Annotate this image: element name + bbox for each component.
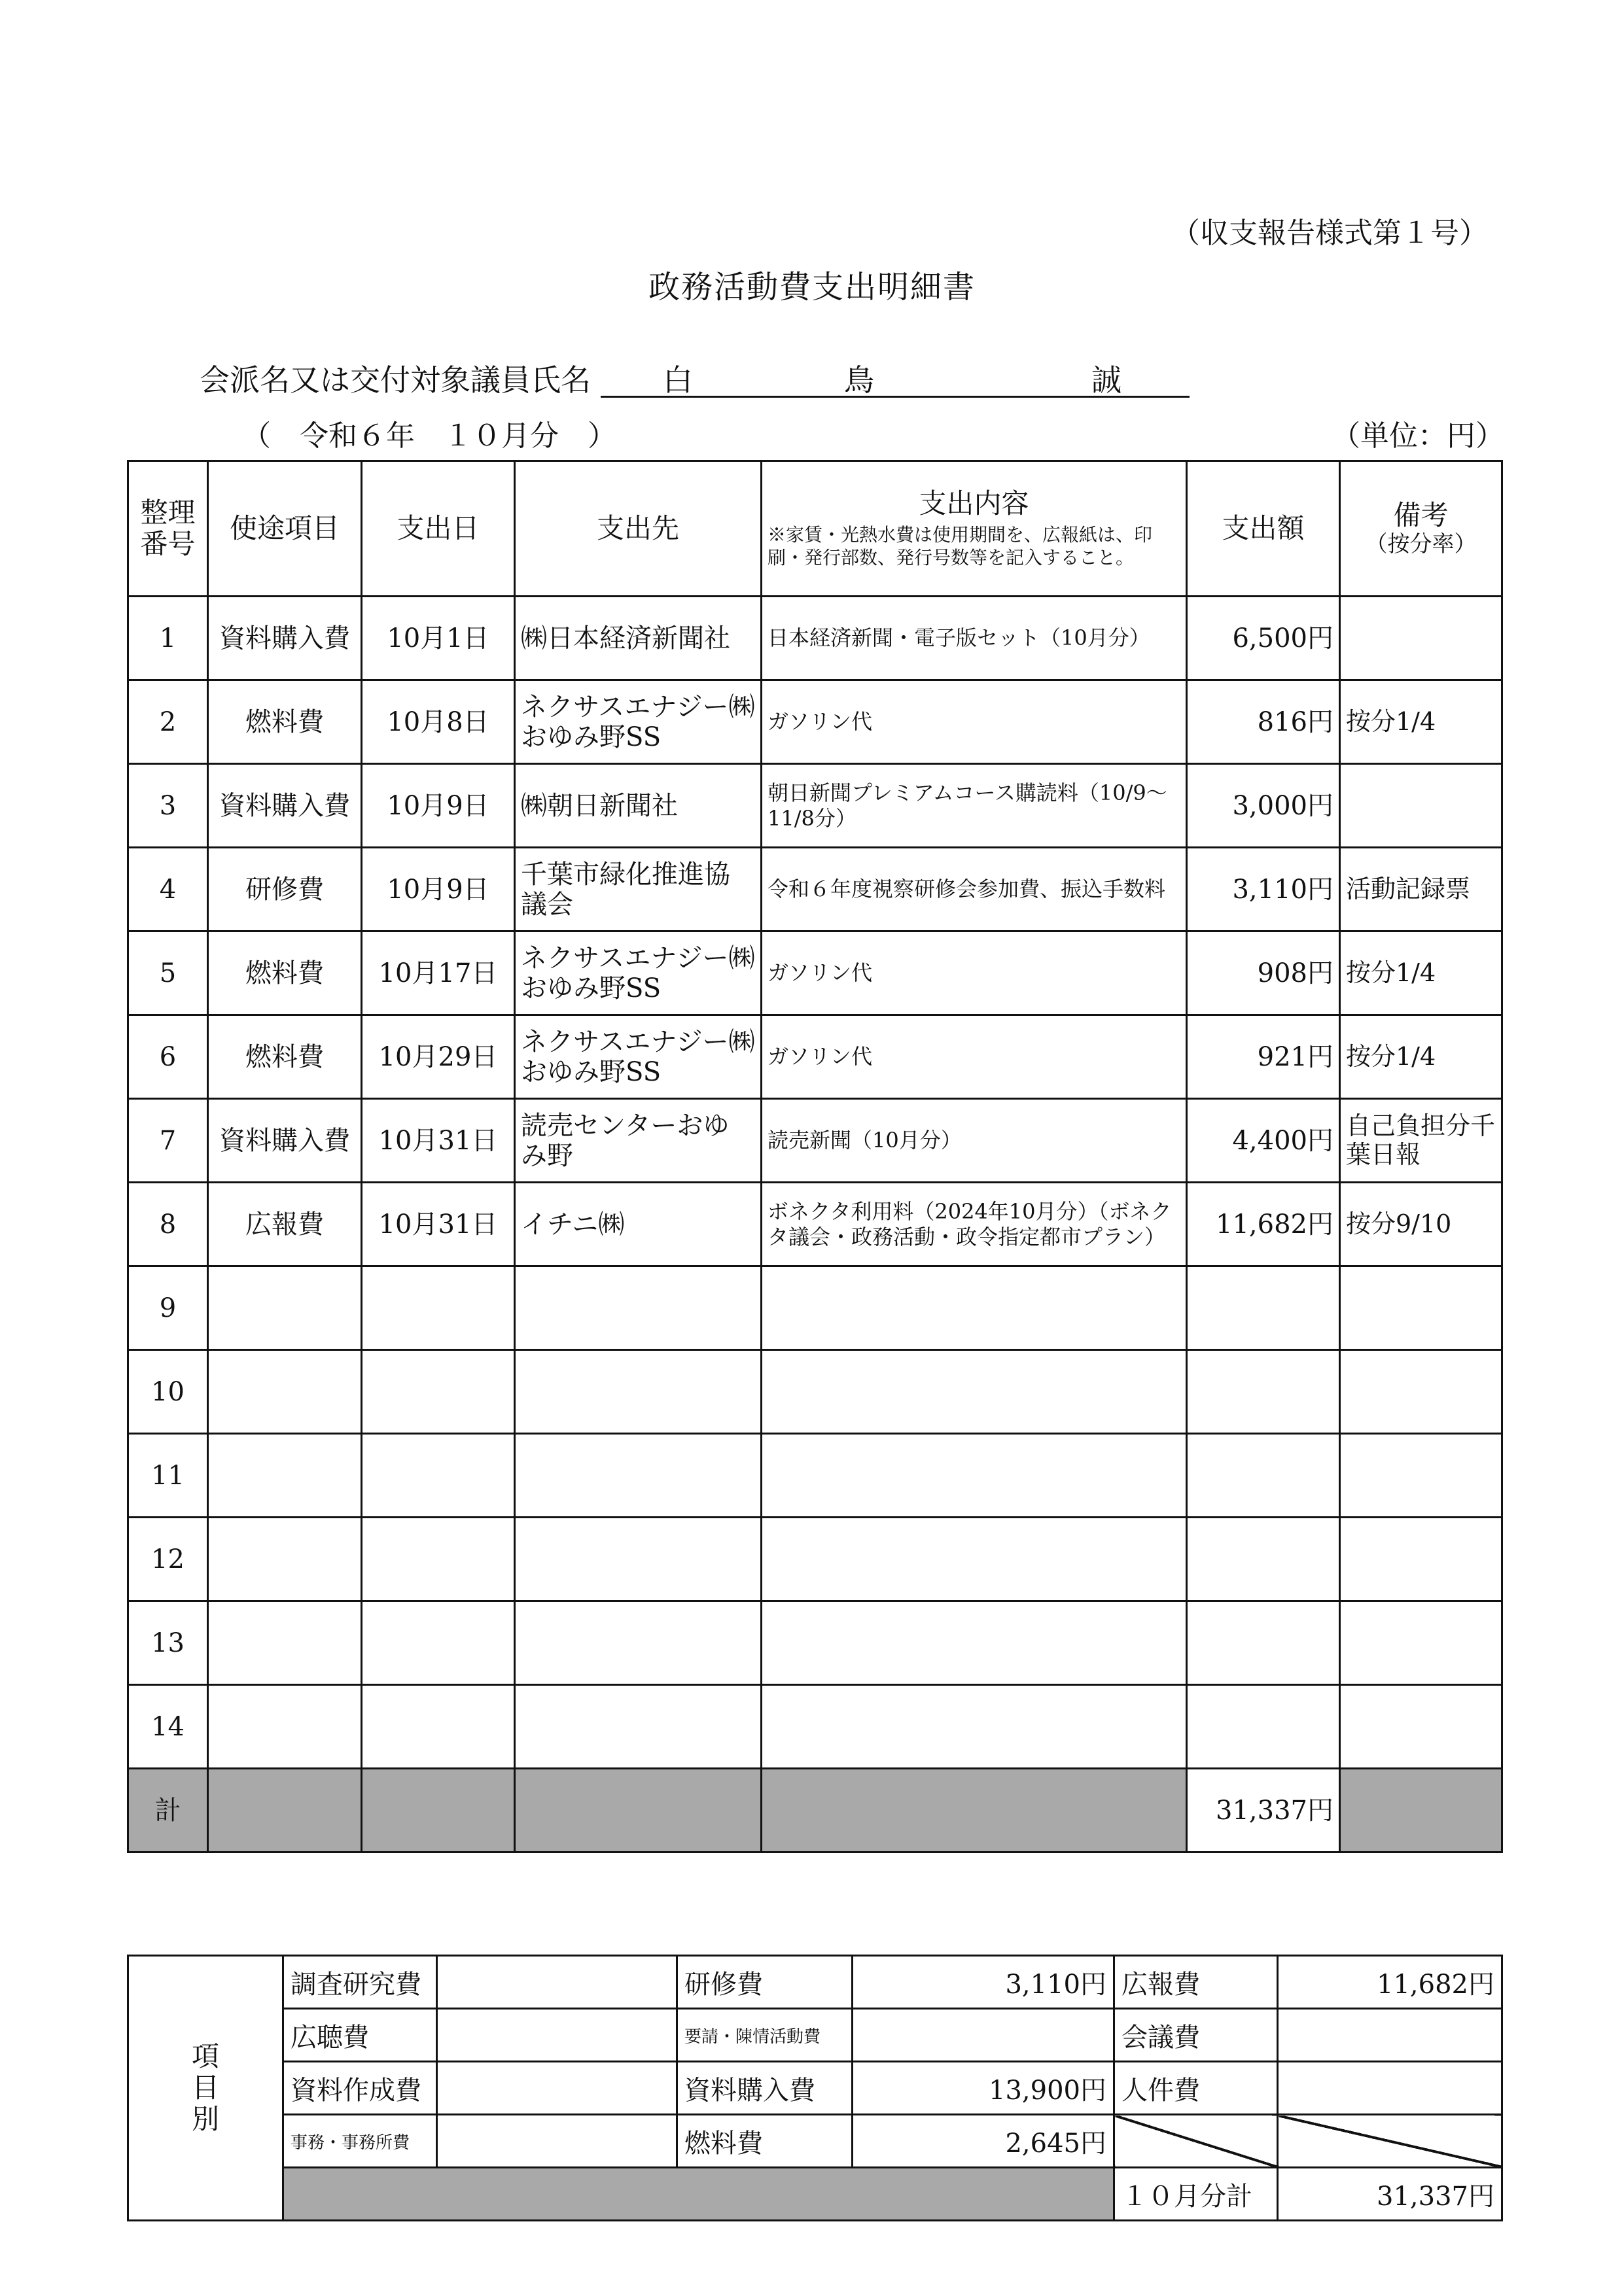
table-header-row bbox=[128, 461, 1502, 597]
row-content bbox=[762, 1350, 1187, 1434]
document-title: 政務活動費支出明細書 bbox=[648, 269, 976, 305]
summary-side-label bbox=[128, 1956, 283, 2221]
member-name-part: 鳥 bbox=[844, 362, 874, 398]
row-remarks bbox=[1340, 1685, 1502, 1769]
summary-item-value bbox=[437, 2062, 677, 2115]
row-date bbox=[362, 1350, 515, 1434]
row-remarks bbox=[1340, 1434, 1502, 1518]
row-date bbox=[362, 1266, 515, 1350]
summary-item-value: 13,900円 bbox=[853, 2062, 1114, 2115]
row-payee: ㈱日本経済新聞社 bbox=[515, 597, 762, 680]
row-payee bbox=[515, 1350, 762, 1434]
summary-row bbox=[128, 1956, 1502, 2009]
summary-item-value: 3,110円 bbox=[853, 1956, 1114, 2009]
row-no: 8 bbox=[128, 1183, 208, 1266]
table-row bbox=[128, 1434, 1502, 1518]
table-row bbox=[128, 1183, 1502, 1266]
table-row bbox=[128, 1518, 1502, 1601]
row-no: 5 bbox=[128, 931, 208, 1015]
row-content: 日本経済新聞・電子版セット（10月分） bbox=[762, 597, 1187, 680]
summary-row bbox=[128, 2062, 1502, 2115]
row-date bbox=[362, 1685, 515, 1769]
row-amount: 11,682円 bbox=[1187, 1183, 1340, 1266]
table-row bbox=[128, 931, 1502, 1015]
row-category bbox=[208, 1266, 362, 1350]
row-remarks: 按分1/4 bbox=[1340, 1015, 1502, 1099]
table-row bbox=[128, 764, 1502, 848]
row-amount bbox=[1187, 1518, 1340, 1601]
row-content: ボネクタ利用料（2024年10月分）（ボネクタ議会・政務活動・政令指定都市プラン） bbox=[762, 1183, 1187, 1266]
row-category bbox=[208, 1601, 362, 1685]
row-amount bbox=[1187, 1350, 1340, 1434]
table-row bbox=[128, 1015, 1502, 1099]
summary-item-label: 事務・事務所費 bbox=[283, 2115, 437, 2168]
row-category bbox=[208, 1350, 362, 1434]
row-content: ガソリン代 bbox=[762, 1015, 1187, 1099]
row-content bbox=[762, 1601, 1187, 1685]
summary-month-total-value: 31,337円 bbox=[1278, 2168, 1502, 2221]
header-date: 支出日 bbox=[362, 461, 515, 597]
header-content-label: 支出内容 bbox=[919, 487, 1029, 519]
summary-item-label: 資料購入費 bbox=[677, 2062, 853, 2115]
table-row bbox=[128, 1685, 1502, 1769]
total-blank bbox=[362, 1769, 515, 1852]
row-remarks: 按分1/4 bbox=[1340, 931, 1502, 1015]
header-remarks-label: 備考 bbox=[1393, 499, 1449, 532]
row-payee bbox=[515, 1434, 762, 1518]
unit-label: （単位：円） bbox=[1332, 419, 1504, 453]
row-content: ガソリン代 bbox=[762, 680, 1187, 764]
row-date: 10月8日 bbox=[362, 680, 515, 764]
table-row bbox=[128, 680, 1502, 764]
row-category: 資料購入費 bbox=[208, 597, 362, 680]
summary-table bbox=[127, 1955, 1503, 2221]
summary-month-total-label: １０月分計 bbox=[1114, 2168, 1278, 2221]
row-remarks: 按分1/4 bbox=[1340, 680, 1502, 764]
header-content bbox=[762, 461, 1187, 597]
row-no: 6 bbox=[128, 1015, 208, 1099]
table-row bbox=[128, 1350, 1502, 1434]
summary-slash-cell bbox=[1278, 2115, 1502, 2168]
total-blank bbox=[762, 1769, 1187, 1852]
summary-item-label: 燃料費 bbox=[677, 2115, 853, 2168]
summary-item-value bbox=[1278, 2009, 1502, 2062]
summary-item-label: 会議費 bbox=[1114, 2009, 1278, 2062]
row-remarks bbox=[1340, 1601, 1502, 1685]
summary-item-label: 広聴費 bbox=[283, 2009, 437, 2062]
row-no: 4 bbox=[128, 848, 208, 931]
table-row bbox=[128, 597, 1502, 680]
row-payee: イチニ㈱ bbox=[515, 1183, 762, 1266]
row-amount: 4,400円 bbox=[1187, 1099, 1340, 1183]
row-payee: 読売センターおゆみ野 bbox=[515, 1099, 762, 1183]
row-content: 令和６年度視察研修会参加費、振込手数料 bbox=[762, 848, 1187, 931]
row-no: 13 bbox=[128, 1601, 208, 1685]
header-no-line: 番号 bbox=[140, 528, 196, 560]
row-payee: ネクサスエナジー㈱おゆみ野SS bbox=[515, 1015, 762, 1099]
row-date: 10月9日 bbox=[362, 764, 515, 848]
row-date: 10月31日 bbox=[362, 1099, 515, 1183]
row-no: 11 bbox=[128, 1434, 208, 1518]
row-payee bbox=[515, 1685, 762, 1769]
row-date: 10月29日 bbox=[362, 1015, 515, 1099]
row-amount bbox=[1187, 1266, 1340, 1350]
row-category: 研修費 bbox=[208, 848, 362, 931]
row-date: 10月31日 bbox=[362, 1183, 515, 1266]
summary-gray-cell bbox=[283, 2168, 1114, 2221]
header-category: 使途項目 bbox=[208, 461, 362, 597]
summary-side-char: 別 bbox=[191, 2103, 219, 2136]
row-content bbox=[762, 1518, 1187, 1601]
row-date: 10月17日 bbox=[362, 931, 515, 1015]
row-content: 朝日新聞プレミアムコース購読料（10/9～11/8分） bbox=[762, 764, 1187, 848]
member-label: 会派名又は交付対象議員氏名 bbox=[200, 362, 591, 398]
row-amount: 908円 bbox=[1187, 931, 1340, 1015]
total-blank bbox=[1340, 1769, 1502, 1852]
summary-item-label: 人件費 bbox=[1114, 2062, 1278, 2115]
total-blank bbox=[515, 1769, 762, 1852]
total-amount: 31,337円 bbox=[1187, 1769, 1340, 1852]
row-amount bbox=[1187, 1601, 1340, 1685]
row-payee bbox=[515, 1518, 762, 1601]
row-content bbox=[762, 1685, 1187, 1769]
row-remarks bbox=[1340, 1350, 1502, 1434]
row-date: 10月1日 bbox=[362, 597, 515, 680]
row-amount: 6,500円 bbox=[1187, 597, 1340, 680]
summary-item-value: 11,682円 bbox=[1278, 1956, 1502, 2009]
summary-item-value: 2,645円 bbox=[853, 2115, 1114, 2168]
row-remarks bbox=[1340, 1266, 1502, 1350]
row-no: 2 bbox=[128, 680, 208, 764]
row-content: 読売新聞（10月分） bbox=[762, 1099, 1187, 1183]
row-payee: ネクサスエナジー㈱おゆみ野SS bbox=[515, 680, 762, 764]
header-no bbox=[128, 461, 208, 597]
header-amount: 支出額 bbox=[1187, 461, 1340, 597]
summary-item-value bbox=[437, 2009, 677, 2062]
header-payee: 支出先 bbox=[515, 461, 762, 597]
summary-row bbox=[128, 2168, 1502, 2221]
row-category: 燃料費 bbox=[208, 680, 362, 764]
summary-side-char: 目 bbox=[191, 2071, 219, 2104]
row-remarks: 自己負担分千葉日報 bbox=[1340, 1099, 1502, 1183]
table-row bbox=[128, 1099, 1502, 1183]
total-blank bbox=[208, 1769, 362, 1852]
row-remarks: 活動記録票 bbox=[1340, 848, 1502, 931]
total-row bbox=[128, 1769, 1502, 1852]
row-payee: 千葉市緑化推進協議会 bbox=[515, 848, 762, 931]
summary-row bbox=[128, 2115, 1502, 2168]
row-category bbox=[208, 1518, 362, 1601]
row-remarks bbox=[1340, 1518, 1502, 1601]
row-date bbox=[362, 1434, 515, 1518]
row-category bbox=[208, 1685, 362, 1769]
row-remarks bbox=[1340, 597, 1502, 680]
row-content bbox=[762, 1434, 1187, 1518]
row-date bbox=[362, 1518, 515, 1601]
row-amount: 816円 bbox=[1187, 680, 1340, 764]
summary-slash-cell bbox=[1114, 2115, 1278, 2168]
summary-item-label: 広報費 bbox=[1114, 1956, 1278, 2009]
row-no: 10 bbox=[128, 1350, 208, 1434]
row-content: ガソリン代 bbox=[762, 931, 1187, 1015]
summary-item-label: 資料作成費 bbox=[283, 2062, 437, 2115]
header-no-line: 整理 bbox=[140, 496, 196, 529]
member-name bbox=[601, 357, 1190, 398]
row-category bbox=[208, 1434, 362, 1518]
table-row bbox=[128, 1601, 1502, 1685]
summary-item-label: 調査研究費 bbox=[283, 1956, 437, 2009]
row-no: 7 bbox=[128, 1099, 208, 1183]
header-remarks bbox=[1340, 461, 1502, 597]
row-payee bbox=[515, 1601, 762, 1685]
summary-row bbox=[128, 2009, 1502, 2062]
summary-item-label: 要請・陳情活動費 bbox=[677, 2009, 853, 2062]
row-no: 9 bbox=[128, 1266, 208, 1350]
row-content bbox=[762, 1266, 1187, 1350]
summary-item-label: 研修費 bbox=[677, 1956, 853, 2009]
header-content-note: ※家賃・光熱水費は使用期間を、広報紙は、印刷・発行部数、発行号数等を記入すること。 bbox=[768, 524, 1153, 569]
table-row bbox=[128, 1266, 1502, 1350]
row-amount bbox=[1187, 1685, 1340, 1769]
row-amount bbox=[1187, 1434, 1340, 1518]
expense-table bbox=[127, 460, 1503, 1853]
row-no: 12 bbox=[128, 1518, 208, 1601]
summary-item-value bbox=[1278, 2062, 1502, 2115]
summary-side-char: 項 bbox=[191, 2040, 219, 2072]
row-no: 1 bbox=[128, 597, 208, 680]
form-number: （収支報告様式第１号） bbox=[1171, 217, 1488, 250]
member-name-part: 誠 bbox=[1091, 362, 1121, 398]
row-category: 資料購入費 bbox=[208, 764, 362, 848]
header-remarks-sub: （按分率） bbox=[1365, 531, 1477, 557]
table-row bbox=[128, 848, 1502, 931]
row-category: 広報費 bbox=[208, 1183, 362, 1266]
row-amount: 921円 bbox=[1187, 1015, 1340, 1099]
row-payee: ネクサスエナジー㈱おゆみ野SS bbox=[515, 931, 762, 1015]
row-category: 燃料費 bbox=[208, 1015, 362, 1099]
row-remarks: 按分9/10 bbox=[1340, 1183, 1502, 1266]
row-payee: ㈱朝日新聞社 bbox=[515, 764, 762, 848]
summary-item-value bbox=[437, 2115, 677, 2168]
report-period: （ 令和６年 １０月分 ） bbox=[242, 419, 616, 453]
row-date bbox=[362, 1601, 515, 1685]
row-amount: 3,110円 bbox=[1187, 848, 1340, 931]
total-label: 計 bbox=[128, 1769, 208, 1852]
row-payee bbox=[515, 1266, 762, 1350]
row-category: 燃料費 bbox=[208, 931, 362, 1015]
row-date: 10月9日 bbox=[362, 848, 515, 931]
summary-item-value bbox=[853, 2009, 1114, 2062]
row-no: 14 bbox=[128, 1685, 208, 1769]
row-category: 資料購入費 bbox=[208, 1099, 362, 1183]
row-remarks bbox=[1340, 764, 1502, 848]
row-no: 3 bbox=[128, 764, 208, 848]
row-amount: 3,000円 bbox=[1187, 764, 1340, 848]
summary-item-value bbox=[437, 1956, 677, 2009]
member-name-part: 白 bbox=[663, 362, 693, 398]
